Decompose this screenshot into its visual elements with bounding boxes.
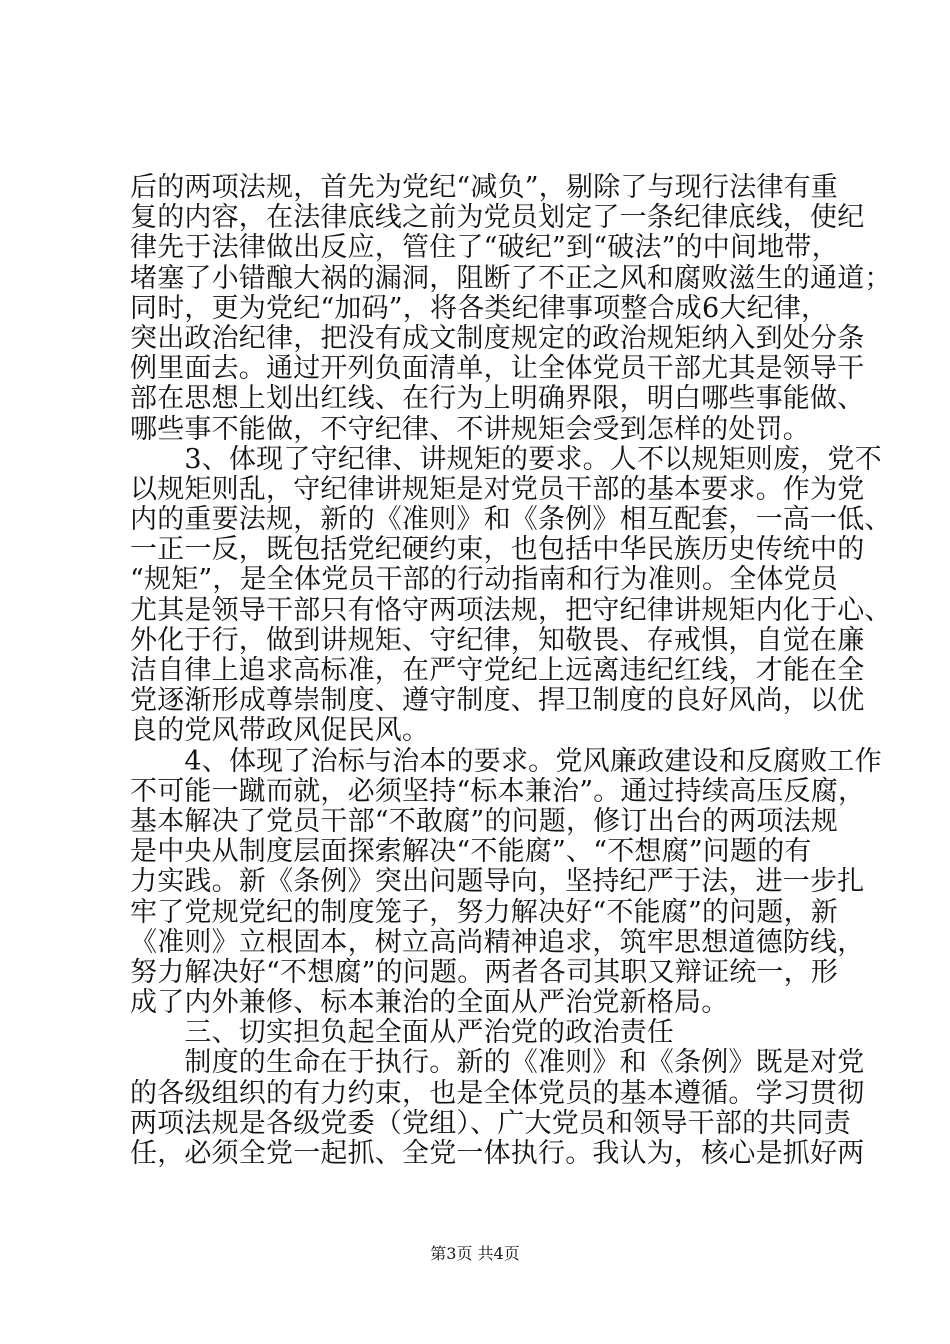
text-line: 任，必须全党一起抓、全党一体执行。我认为，核心是抓好两	[130, 1138, 865, 1169]
text-line: 的各级组织的有力约束，也是全体党员的基本遵循。学习贯彻	[130, 1077, 865, 1109]
text-line: 例里面去。通过开列负面清单，让全体党员干部尤其是领导干	[130, 353, 865, 385]
text-line: 律先于法律做出反应，管住了“破纪”到“破法”的中间地带，	[130, 232, 839, 264]
page-footer: 第3页 共4页	[430, 1244, 520, 1263]
text-line: 成了内外兼修、标本兼治的全面从严治党新格局。	[130, 987, 729, 1019]
text-line: 突出政治纪律，把没有成文制度规定的政治规矩纳入到处分条	[130, 322, 865, 354]
text-line: 洁自律上追求高标准，在严守党纪上远离违纪红线，才能在全	[130, 655, 865, 686]
document-body	[130, 172, 892, 1169]
text-line: 三、切实担负起全面从严治党的政治责任	[130, 1017, 674, 1049]
text-line: 力实践。新《条例》突出问题导向，坚持纪严于法，进一步扎	[130, 866, 865, 898]
text-line: 4、体现了治标与治本的要求。党风廉政建设和反腐败工作	[130, 745, 882, 777]
text-line: 同时，更为党纪“加码”，将各类纪律事项整合成6大纪律，	[130, 292, 829, 324]
text-line: 制度的生命在于执行。新的《准则》和《条例》既是对党	[130, 1047, 865, 1079]
text-line: 以规矩则乱，守纪律讲规矩是对党员干部的基本要求。作为党	[130, 473, 865, 505]
text-line: 内的重要法规，新的《准则》和《条例》相互配套，一高一低、	[130, 504, 892, 536]
text-line: 两项法规是各级党委（党组）、广大党员和领导干部的共同责	[130, 1107, 851, 1139]
text-line: 一正一反，既包括党纪硬约束，也包括中华民族历史传统中的	[130, 534, 865, 566]
text-line: 3、体现了守纪律、讲规矩的要求。人不以规矩则废，党不	[130, 443, 882, 475]
text-line: 尤其是领导干部只有恪守两项法规，把守纪律讲规矩内化于心、	[130, 594, 892, 626]
text-line: 复的内容，在法律底线之前为党员划定了一条纪律底线，使纪	[130, 202, 865, 234]
text-line: 不可能一蹴而就，必须坚持“标本兼治”。通过持续高压反腐，	[130, 775, 866, 807]
text-line: 是中央从制度层面探索解决“不能腐”、“不想腐”问题的有	[130, 836, 812, 868]
text-line: 基本解决了党员干部“不敢腐”的问题，修订出台的两项法规	[130, 805, 839, 837]
text-line: 牢了党规党纪的制度笼子，努力解决好“不能腐”的问题，新	[130, 896, 839, 928]
text-line: 哪些事不能做，不守纪律、不讲规矩会受到怎样的处罚。	[130, 413, 810, 445]
text-line: 良的党风带政风促民风。	[130, 715, 430, 747]
text-line: 部在思想上划出红线、在行为上明确界限，明白哪些事能做、	[130, 383, 865, 415]
text-line: 堵塞了小错酿大祸的漏洞，阻断了不正之风和腐败滋生的通道；	[130, 262, 892, 294]
text-line: 外化于行，做到讲规矩、守纪律，知敬畏、存戒惧，自觉在廉	[130, 624, 865, 656]
text-line: 《准则》立根固本，树立高尚精神追求，筑牢思想道德防线，	[130, 926, 865, 958]
text-line: “规矩”，是全体党员干部的行动指南和行为准则。全体党员	[130, 564, 839, 596]
text-line: 党逐渐形成尊崇制度、遵守制度、捍卫制度的良好风尚，以优	[130, 685, 865, 717]
text-line: 后的两项法规，首先为党纪“减负”，剔除了与现行法律有重	[130, 172, 839, 203]
text-line: 努力解决好“不想腐”的问题。两者各司其职又辩证统一，形	[130, 956, 839, 988]
